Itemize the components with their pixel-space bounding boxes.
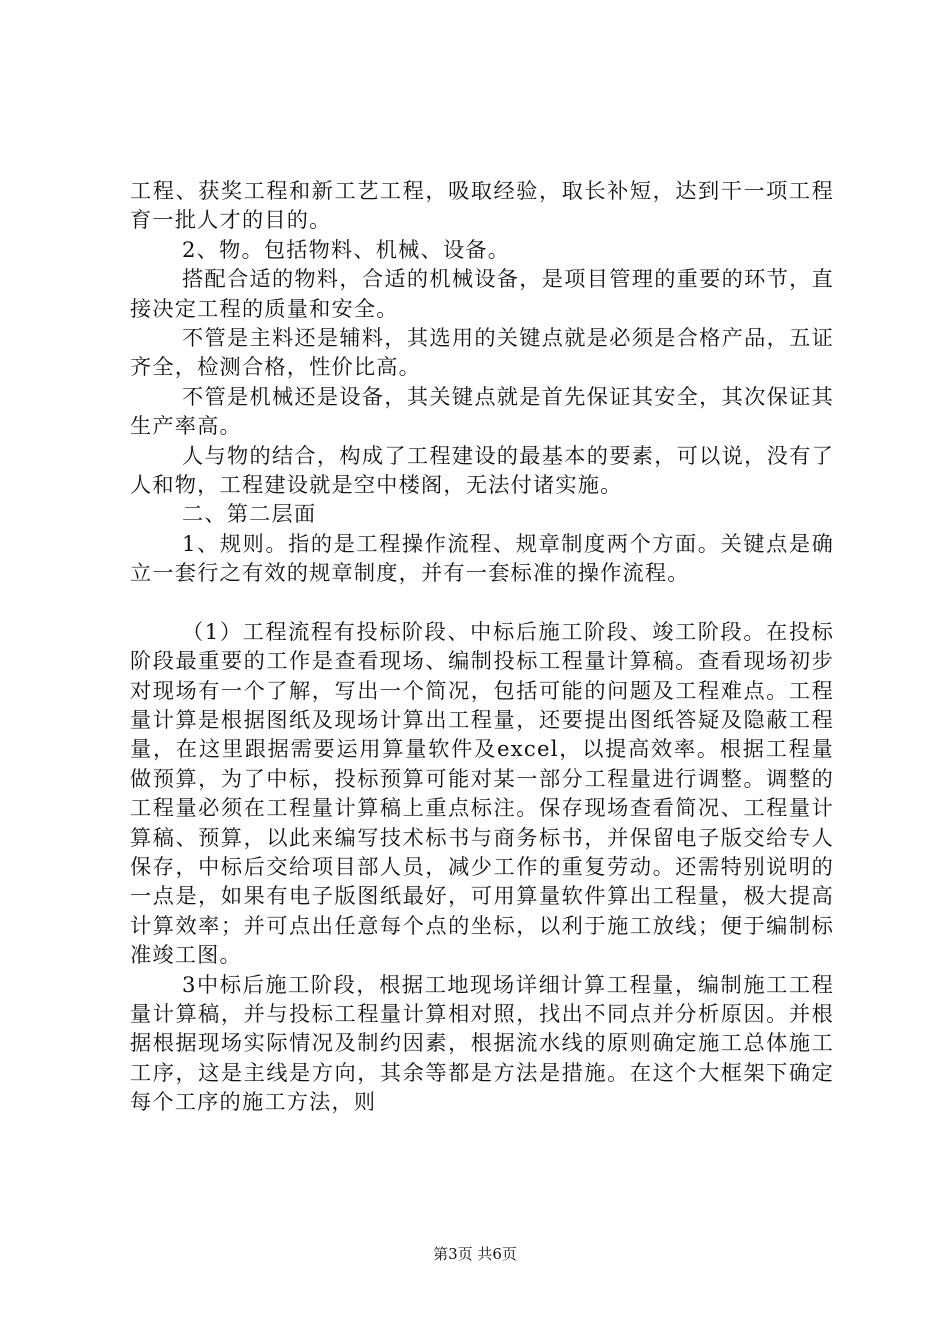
paragraph-5: 不管是机械还是设备，其关键点就是首先保证其安全，其次保证其生产率高。 bbox=[130, 383, 834, 439]
paragraph-2: 2、物。包括物料、机械、设备。 bbox=[182, 236, 511, 262]
document-body bbox=[130, 176, 834, 1117]
paragraph-3: 搭配合适的物料，合适的机械设备，是项目管理的重要的环节，直接决定工程的质量和安全。 bbox=[130, 266, 834, 321]
paragraph-8: 1、规则。指的是工程操作流程、规章制度两个方面。关键点是确立一套行之有效的规章制度，并有一套标准的操作流程。 bbox=[130, 530, 834, 586]
paragraph-10: 3中标后施工阶段，根据工地现场详细计算工程量，编制施工工程量计算稿，并与投标工程量计算相对照，找出不同点并分析原因。并根据根据现场实际情况及制约因素，根据流水线的原则确定施工总体施工工序，这是主线是方向，其余等都是方法是措施。在这个大框架下确定每个工序的施工方法，则 bbox=[130, 971, 834, 1115]
paragraph-1: 工程、获奖工程和新工艺工程，吸取经验，取长补短，达到干一项工程育一批人才的目的。 bbox=[130, 178, 834, 233]
paragraph-4: 不管是主料还是辅料，其选用的关键点就是必须是合格产品，五证齐全，检测合格，性价比高。 bbox=[130, 325, 834, 380]
page-number-footer: 第3页 共6页 bbox=[433, 1245, 517, 1263]
paragraph-6: 人与物的结合，构成了工程建设的最基本的要素，可以说，没有了人和物，工程建设就是空中楼阁，无法付诸实施。 bbox=[130, 442, 834, 498]
paragraph-9: （1）工程流程有投标阶段、中标后施工阶段、竣工阶段。在投标阶段最重要的工作是查看现场、编制投标工程量计算稿。查看现场初步对现场有一个了解，写出一个简况，包括可能的问题及工程难点。工程量计算是根据图纸及现场计算出工程量，还要提出图纸答疑及隐蔽工程量，在这里跟据需要运用算量软件及excel，以提高效率。根据工程量做预算，为了中标，投标预算可能对某一部分工程量进行调整。调整的工程量必须在工程量计算稿上重点标注。保存现场查看简况、工程量计算稿、预算，以此来编写技术标书与商务标书，并保留电子版交给专人保存，中标后交给项目部人员，减少工作的重复劳动。还需特别说明的一点是，如果有电子版图纸最好，可用算量软件算出工程量，极大提高计算效率；并可点出任意每个点的坐标，以利于施工放线；便于编制标准竣工图。 bbox=[130, 618, 834, 968]
paragraph-gap bbox=[130, 588, 834, 617]
section-heading: 二、第二层面 bbox=[182, 501, 317, 527]
